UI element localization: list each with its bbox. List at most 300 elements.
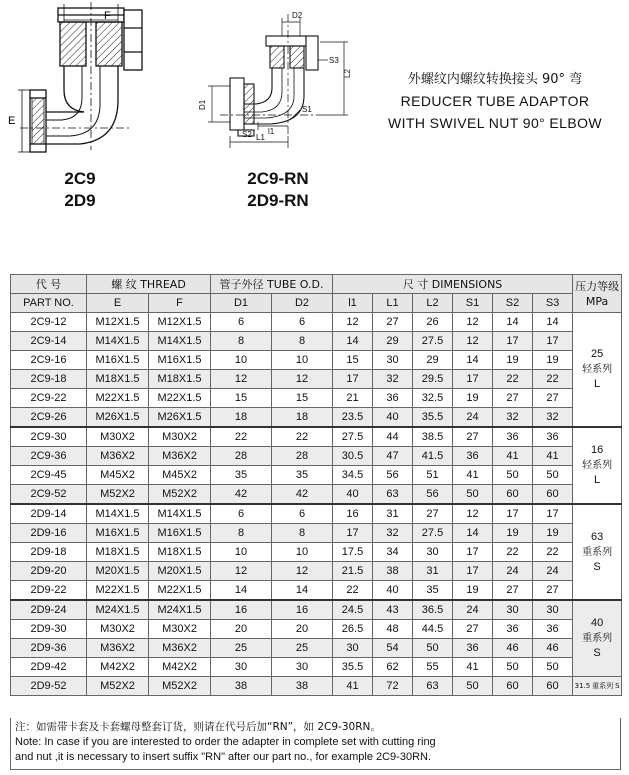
table-cell: 38 (211, 677, 272, 696)
table-row (11, 600, 622, 620)
table-cell: 19 (453, 389, 493, 408)
table-row (11, 370, 622, 389)
table-cell: M12X1.5 (87, 313, 149, 332)
table-cell: 60 (493, 485, 533, 505)
table-cell: 29 (413, 351, 453, 370)
model-codes-left (40, 168, 120, 212)
table-cell: 8 (211, 524, 272, 543)
table-cell: M18X1.5 (87, 543, 149, 562)
table-cell: 19 (453, 581, 493, 601)
table-cell: M14X1.5 (149, 504, 211, 524)
part-number-cell: 2D9-16 (11, 524, 87, 543)
part-number-cell: 2D9-24 (11, 600, 87, 620)
part-number-cell: 2C9-36 (11, 447, 87, 466)
table-cell: 24.5 (333, 600, 373, 620)
title-chinese: 外螺纹内螺纹转换接头 90° 弯 (407, 72, 583, 87)
table-cell: M52X2 (149, 677, 211, 696)
table-cell: 17 (533, 504, 573, 524)
table-cell: 10 (211, 351, 272, 370)
pressure-rating-cell (573, 427, 622, 504)
dim-label-d2: D2 (292, 11, 303, 20)
table-cell: M22X1.5 (87, 581, 149, 601)
table-cell: 40 (333, 485, 373, 505)
table-cell: 14 (533, 313, 573, 332)
part-number-cell: 2C9-45 (11, 466, 87, 485)
part-number-cell: 2D9-42 (11, 658, 87, 677)
table-row (11, 485, 622, 505)
table-cell: 38 (373, 562, 413, 581)
table-cell: M36X2 (149, 639, 211, 658)
model-code: 2D9 (64, 191, 96, 210)
table-cell: 12 (211, 562, 272, 581)
table-cell: 28 (211, 447, 272, 466)
table-cell: M26X1.5 (149, 408, 211, 428)
column-header: S2 (493, 294, 533, 313)
table-row (11, 466, 622, 485)
table-cell: 41.5 (413, 447, 453, 466)
table-cell: 22 (533, 543, 573, 562)
model-codes-right (228, 168, 328, 212)
table-row (11, 389, 622, 408)
table-row (11, 562, 622, 581)
table-row (11, 408, 622, 428)
table-cell: 17 (533, 332, 573, 351)
table-cell: 72 (373, 677, 413, 696)
table-cell: M45X2 (149, 466, 211, 485)
table-cell: M12X1.5 (149, 313, 211, 332)
table-cell: 22 (333, 581, 373, 601)
table-cell: 35.5 (333, 658, 373, 677)
part-number-cell: 2D9-18 (11, 543, 87, 562)
table-cell: 63 (413, 677, 453, 696)
table-row (11, 639, 622, 658)
table-cell: 35.5 (413, 408, 453, 428)
table-cell: 24 (453, 408, 493, 428)
dim-label-s3: S3 (329, 56, 339, 65)
table-cell: 25 (272, 639, 333, 658)
table-cell: M42X2 (87, 658, 149, 677)
pressure-value: 40 (590, 617, 604, 629)
table-cell: 24 (453, 600, 493, 620)
table-cell: 27 (453, 620, 493, 639)
table-cell: 8 (272, 332, 333, 351)
table-cell: 22 (493, 370, 533, 389)
table-row (11, 524, 622, 543)
table-cell: 19 (533, 351, 573, 370)
pressure-letter: L (594, 474, 601, 486)
table-cell: 19 (493, 524, 533, 543)
table-cell: M22X1.5 (149, 581, 211, 601)
table-cell: 36 (493, 620, 533, 639)
table-cell: 27 (533, 581, 573, 601)
table-cell: 22 (272, 427, 333, 447)
table-cell: M42X2 (149, 658, 211, 677)
table-cell: 60 (493, 677, 533, 696)
table-cell: 30 (211, 658, 272, 677)
table-cell: M24X1.5 (87, 600, 149, 620)
table-cell: 16 (211, 600, 272, 620)
dim-label-l1-upper: L1 (256, 133, 265, 142)
table-cell: 51 (413, 466, 453, 485)
table-cell: 27.5 (413, 332, 453, 351)
pressure-series: 重系列 (592, 681, 614, 690)
table-cell: 12 (211, 370, 272, 389)
pressure-letter: S (593, 560, 601, 573)
table-cell: 60 (533, 485, 573, 505)
column-header: E (87, 294, 149, 313)
column-header: D2 (272, 294, 333, 313)
table-cell: 10 (272, 351, 333, 370)
table-cell: 24 (493, 562, 533, 581)
table-cell: 35 (413, 581, 453, 601)
table-cell: 27 (493, 581, 533, 601)
table-cell: 18 (272, 408, 333, 428)
table-cell: 46 (493, 639, 533, 658)
table-cell: 17 (453, 543, 493, 562)
table-cell: 44 (373, 427, 413, 447)
table-cell: 30 (493, 600, 533, 620)
table-cell: 35 (272, 466, 333, 485)
dim-label-s1: S1 (302, 105, 312, 114)
table-cell: 36 (373, 389, 413, 408)
table-cell: 30 (272, 658, 333, 677)
table-row (11, 504, 622, 524)
table-cell: 20 (211, 620, 272, 639)
order-note (10, 718, 621, 770)
table-cell: 30 (373, 351, 413, 370)
pressure-rating-cell (573, 677, 622, 696)
column-header: L1 (373, 294, 413, 313)
table-cell: 26 (413, 313, 453, 332)
table-cell: 40 (373, 581, 413, 601)
table-cell: 28 (272, 447, 333, 466)
column-header: L2 (413, 294, 453, 313)
table-cell: M22X1.5 (87, 389, 149, 408)
part-number-cell: 2C9-52 (11, 485, 87, 505)
table-cell: 17 (453, 562, 493, 581)
table-cell: 14 (453, 351, 493, 370)
note-english-line2: and nut ,it is necessary to insert suffix "RN" after our part no., for example 2C9-30RN. (15, 751, 432, 763)
table-row (11, 313, 622, 332)
table-cell: 14 (333, 332, 373, 351)
elbow-drawing-left (18, 2, 142, 152)
table-cell: 35 (211, 466, 272, 485)
column-header: l1 (333, 294, 373, 313)
pressure-rating-cell (573, 600, 622, 677)
part-number-cell: 2D9-14 (11, 504, 87, 524)
table-cell: 36 (533, 427, 573, 447)
part-number-cell: 2C9-26 (11, 408, 87, 428)
table-cell: 60 (533, 677, 573, 696)
table-cell: 12 (453, 313, 493, 332)
table-cell: 22 (533, 370, 573, 389)
table-cell: 8 (211, 332, 272, 351)
table-cell: 32 (533, 408, 573, 428)
part-number-cell: 2D9-20 (11, 562, 87, 581)
table-row (11, 620, 622, 639)
column-header: F (149, 294, 211, 313)
part-number-cell: 2C9-18 (11, 370, 87, 389)
pressure-letter: L (594, 378, 601, 390)
title-english-line2: WITH SWIVEL NUT 90° ELBOW (388, 115, 602, 131)
table-cell: 50 (533, 466, 573, 485)
table-cell: M18X1.5 (149, 543, 211, 562)
table-cell: 30 (533, 600, 573, 620)
pressure-rating-cell (573, 504, 622, 600)
table-cell: M18X1.5 (149, 370, 211, 389)
pressure-value: 16 (590, 444, 604, 456)
table-cell: 15 (333, 351, 373, 370)
table-cell: 55 (413, 658, 453, 677)
table-cell: 17 (493, 504, 533, 524)
table-cell: 48 (373, 620, 413, 639)
part-number-cell: 2C9-14 (11, 332, 87, 351)
table-cell: 36 (493, 427, 533, 447)
table-cell: 27 (453, 427, 493, 447)
table-row (11, 447, 622, 466)
dim-label-f: F (104, 10, 111, 22)
table-cell: 36 (453, 447, 493, 466)
header-thread: 螺 纹 THREAD (87, 275, 211, 294)
table-cell: 6 (272, 504, 333, 524)
table-cell: M52X2 (87, 485, 149, 505)
table-cell: 42 (272, 485, 333, 505)
table-cell: 44.5 (413, 620, 453, 639)
table-cell: M45X2 (87, 466, 149, 485)
table-cell: 36 (453, 639, 493, 658)
pressure-series: 轻系列 (582, 364, 613, 375)
table-cell: 10 (211, 543, 272, 562)
part-number-cell: 2D9-52 (11, 677, 87, 696)
table-cell: M16X1.5 (149, 524, 211, 543)
table-cell: 19 (533, 524, 573, 543)
table-cell: 50 (533, 658, 573, 677)
note-chinese: 注：如需带卡套及卡套螺母整套订货，则请在代号后加“RN”，如 2C9-30RN。 (15, 721, 381, 733)
table-cell: 12 (453, 332, 493, 351)
table-cell: M14X1.5 (87, 504, 149, 524)
table-cell: 32 (373, 524, 413, 543)
table-cell: 50 (413, 639, 453, 658)
table-cell: 41 (333, 677, 373, 696)
table-cell: 6 (211, 313, 272, 332)
table-cell: M20X1.5 (87, 562, 149, 581)
table-cell: 50 (453, 485, 493, 505)
product-title (372, 70, 618, 134)
model-code: 2C9-RN (247, 169, 309, 188)
pressure-value: 25 (590, 348, 604, 360)
table-cell: 25 (211, 639, 272, 658)
table-cell: M14X1.5 (87, 332, 149, 351)
table-cell: 6 (211, 504, 272, 524)
table-cell: 32 (373, 370, 413, 389)
table-cell: 43 (373, 600, 413, 620)
table-cell: 15 (272, 389, 333, 408)
table-cell: 14 (211, 581, 272, 601)
model-code: 2C9 (64, 169, 96, 188)
table-cell: M16X1.5 (87, 351, 149, 370)
title-english-line1: REDUCER TUBE ADAPTOR (400, 93, 590, 109)
table-cell: 16 (272, 600, 333, 620)
table-cell: M52X2 (87, 677, 149, 696)
header-pressure: 压力等级 MPa (573, 275, 622, 313)
pressure-series: 重系列 (582, 633, 613, 644)
dim-label-l2: L2 (343, 69, 352, 78)
table-row (11, 677, 622, 696)
table-cell: 16 (333, 504, 373, 524)
pressure-letter: S (615, 681, 620, 690)
table-cell: 41 (453, 466, 493, 485)
column-header: S1 (453, 294, 493, 313)
table-cell: 8 (272, 524, 333, 543)
table-cell: 42 (211, 485, 272, 505)
table-cell: 27.5 (333, 427, 373, 447)
table-cell: 29.5 (413, 370, 453, 389)
pressure-letter: S (593, 647, 601, 659)
table-cell: 30 (333, 639, 373, 658)
table-cell: 50 (493, 466, 533, 485)
table-cell: 15 (211, 389, 272, 408)
table-cell: 41 (533, 447, 573, 466)
table-cell: 54 (373, 639, 413, 658)
table-cell: M14X1.5 (149, 332, 211, 351)
table-cell: 34 (373, 543, 413, 562)
table-cell: 31 (373, 504, 413, 524)
table-cell: 47 (373, 447, 413, 466)
table-cell: 26.5 (333, 620, 373, 639)
table-cell: 46 (533, 639, 573, 658)
table-cell: 29 (373, 332, 413, 351)
dimensions-table (10, 274, 622, 696)
table-cell: 30.5 (333, 447, 373, 466)
table-cell: M16X1.5 (149, 351, 211, 370)
table-cell: 27 (533, 389, 573, 408)
table-cell: M30X2 (87, 620, 149, 639)
table-cell: 36 (533, 620, 573, 639)
table-cell: 14 (272, 581, 333, 601)
part-number-cell: 2D9-22 (11, 581, 87, 601)
table-cell: 23.5 (333, 408, 373, 428)
table-cell: M18X1.5 (87, 370, 149, 389)
table-cell: 34.5 (333, 466, 373, 485)
table-cell: 27.5 (413, 524, 453, 543)
table-cell: M36X2 (87, 639, 149, 658)
table-row (11, 543, 622, 562)
part-number-cell: 2D9-36 (11, 639, 87, 658)
table-cell: 17 (333, 524, 373, 543)
table-cell: 27 (413, 504, 453, 524)
table-cell: 32 (493, 408, 533, 428)
table-cell: 63 (373, 485, 413, 505)
column-header: PART NO. (11, 294, 87, 313)
table-cell: 32.5 (413, 389, 453, 408)
pressure-series: 轻系列 (582, 460, 613, 471)
table-row (11, 332, 622, 351)
table-cell: 27 (373, 313, 413, 332)
table-cell: 17 (453, 370, 493, 389)
part-number-cell: 2C9-12 (11, 313, 87, 332)
table-cell: 19 (493, 351, 533, 370)
table-cell: 56 (413, 485, 453, 505)
table-cell: 12 (453, 504, 493, 524)
pressure-value: 63 (590, 530, 604, 543)
table-row (11, 581, 622, 601)
table-cell: 20 (272, 620, 333, 639)
table-cell: 62 (373, 658, 413, 677)
table-cell: 41 (453, 658, 493, 677)
model-code: 2D9-RN (247, 191, 309, 210)
table-row (11, 658, 622, 677)
column-header: D1 (211, 294, 272, 313)
dim-label-e: E (8, 115, 16, 127)
table-cell: 14 (493, 313, 533, 332)
header-tube-od: 管子外径 TUBE O.D. (211, 275, 333, 294)
table-cell: 17.5 (333, 543, 373, 562)
table-cell: 40 (373, 408, 413, 428)
dim-label-l1-lower: l1 (268, 127, 275, 136)
table-cell: 24 (533, 562, 573, 581)
elbow-drawing-right (208, 14, 348, 148)
table-cell: 12 (272, 562, 333, 581)
table-cell: 31 (413, 562, 453, 581)
table-cell: 12 (333, 313, 373, 332)
table-cell: 22 (493, 543, 533, 562)
table-cell: M30X2 (149, 427, 211, 447)
table-cell: 30 (413, 543, 453, 562)
table-cell: 14 (453, 524, 493, 543)
table-cell: 6 (272, 313, 333, 332)
table-cell: 27 (493, 389, 533, 408)
table-cell: 17 (493, 332, 533, 351)
part-number-cell: 2C9-22 (11, 389, 87, 408)
table-cell: M16X1.5 (87, 524, 149, 543)
pressure-rating-cell (573, 313, 622, 428)
note-english-line1: Note: In case if you are interested to order the adapter in complete set with cutting ring (15, 736, 436, 748)
table-row (11, 351, 622, 370)
pressure-series: 重系列 (582, 546, 613, 558)
table-cell: M30X2 (149, 620, 211, 639)
table-row (11, 427, 622, 447)
table-cell: 22 (211, 427, 272, 447)
table-cell: M36X2 (149, 447, 211, 466)
table-cell: M52X2 (149, 485, 211, 505)
table-cell: 41 (493, 447, 533, 466)
dim-label-s2: S2 (242, 130, 252, 139)
table-cell: M26X1.5 (87, 408, 149, 428)
part-number-cell: 2C9-16 (11, 351, 87, 370)
table-cell: 21.5 (333, 562, 373, 581)
table-cell: 38.5 (413, 427, 453, 447)
pressure-value: 31.5 (574, 681, 591, 690)
table-cell: 36.5 (413, 600, 453, 620)
table-cell: 10 (272, 543, 333, 562)
table-cell: M22X1.5 (149, 389, 211, 408)
table-cell: M24X1.5 (149, 600, 211, 620)
table-cell: M30X2 (87, 427, 149, 447)
table-cell: 56 (373, 466, 413, 485)
part-number-cell: 2D9-30 (11, 620, 87, 639)
dim-label-d1: D1 (198, 99, 207, 110)
table-cell: 38 (272, 677, 333, 696)
table-cell: 18 (211, 408, 272, 428)
header-code: 代 号 (11, 275, 87, 294)
table-cell: 21 (333, 389, 373, 408)
table-cell: 50 (453, 677, 493, 696)
table-cell: 17 (333, 370, 373, 389)
table-cell: 50 (493, 658, 533, 677)
column-header: S3 (533, 294, 573, 313)
table-cell: 12 (272, 370, 333, 389)
part-number-cell: 2C9-30 (11, 427, 87, 447)
